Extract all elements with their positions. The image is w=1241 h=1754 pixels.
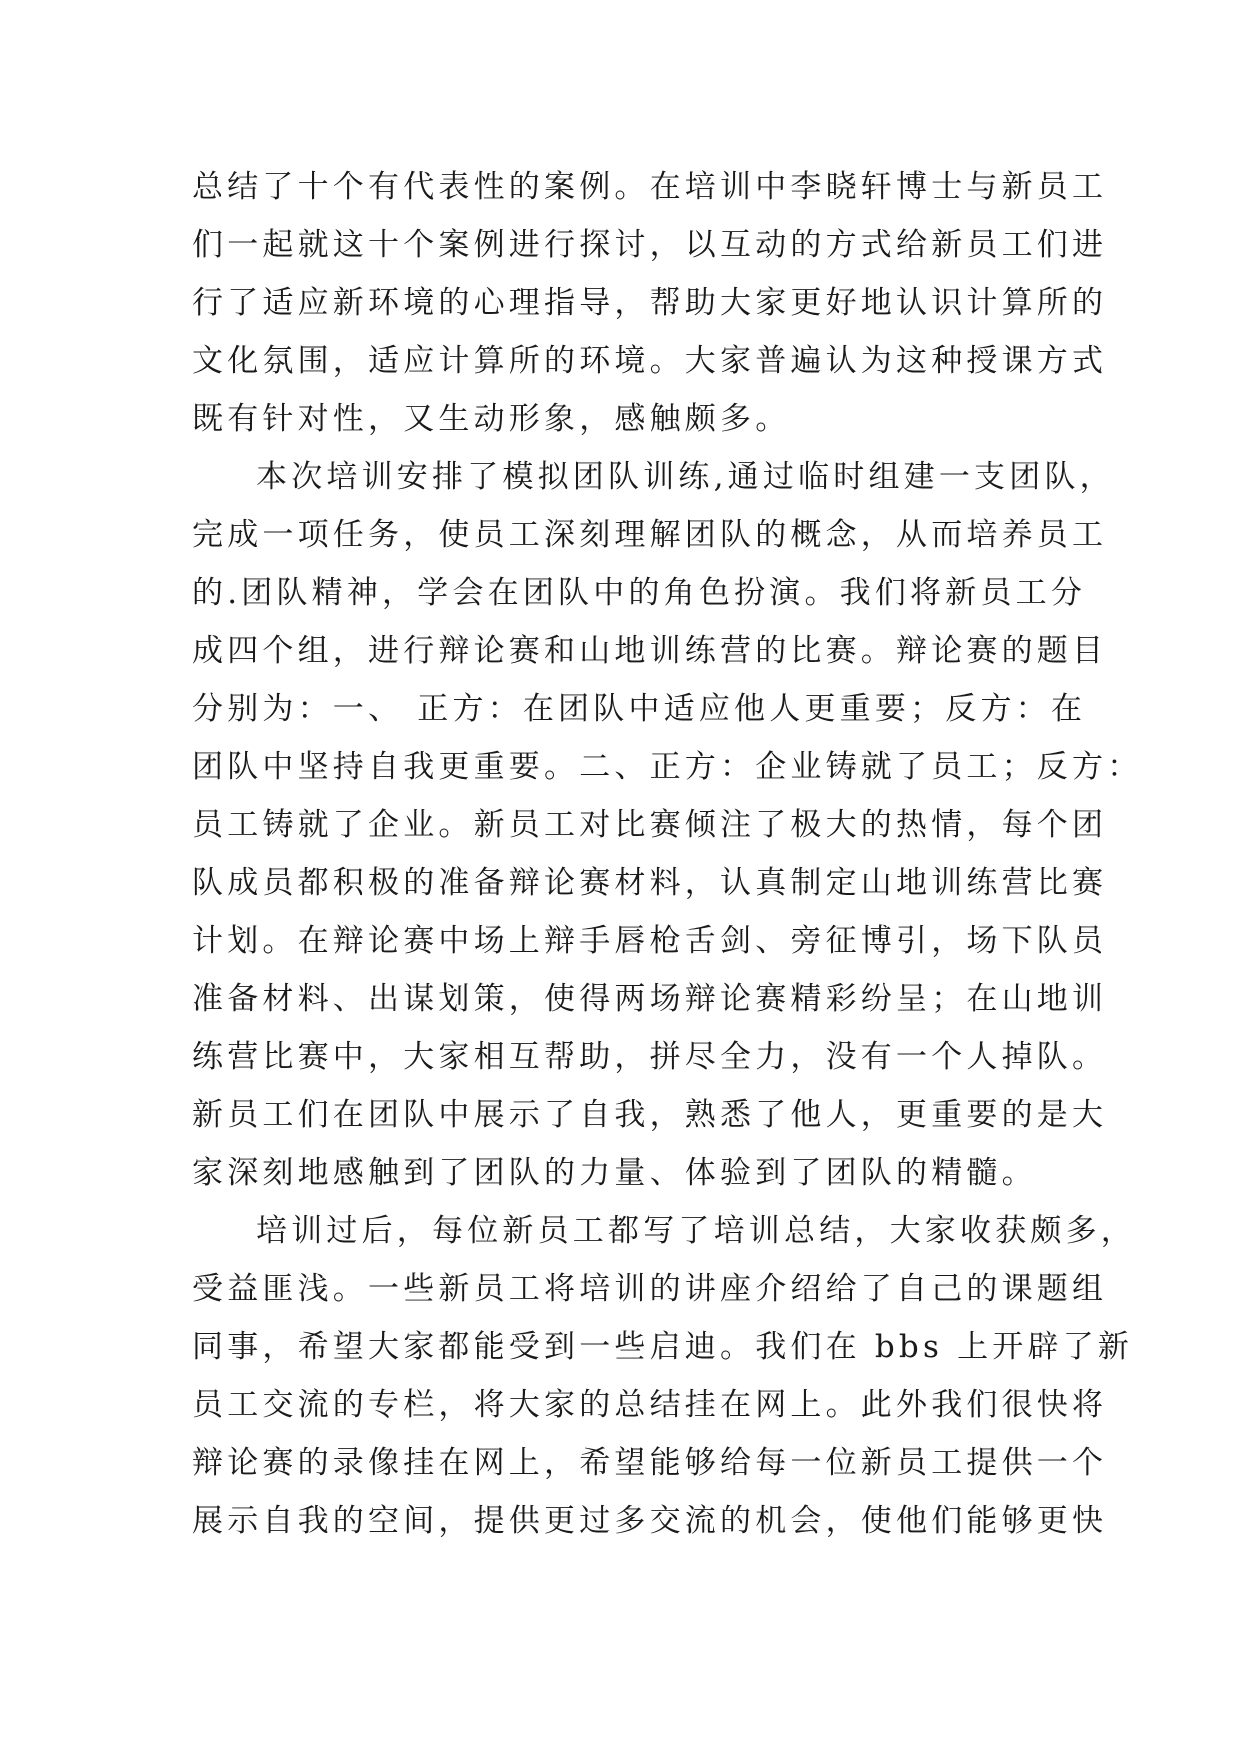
text-line: 准备材料、出谋划策，使得两场辩论赛精彩纷呈；在山地训	[192, 981, 1108, 1017]
text-line: 文化氛围，适应计算所的环境。大家普遍认为这种授课方式	[192, 343, 1108, 379]
text-line: 员工交流的专栏，将大家的总结挂在网上。此外我们很快将	[192, 1387, 1108, 1423]
text-line: 们一起就这十个案例进行探讨，以互动的方式给新员工们进	[192, 227, 1108, 263]
text-line: 本次培训安排了模拟团队训练,通过临时组建一支团队，	[256, 459, 1115, 495]
paragraph-2	[192, 448, 1143, 1202]
text-line: 的.团队精神，学会在团队中的角色扮演。我们将新员工分	[192, 575, 1087, 611]
text-line: 成四个组，进行辩论赛和山地训练营的比赛。辩论赛的题目	[192, 633, 1108, 669]
text-line: 辩论赛的录像挂在网上，希望能够给每一位新员工提供一个	[192, 1445, 1108, 1481]
text-line: 展示自我的空间，提供更过多交流的机会，使他们能够更快	[192, 1503, 1108, 1539]
text-line: 受益匪浅。一些新员工将培训的讲座介绍给了自己的课题组	[192, 1271, 1108, 1307]
text-line: 团队中坚持自我更重要。二、正方：企业铸就了员工；反方：	[192, 749, 1143, 785]
text-line: 队成员都积极的准备辩论赛材料，认真制定山地训练营比赛	[192, 865, 1108, 901]
text-line: 行了适应新环境的心理指导，帮助大家更好地认识计算所的	[192, 285, 1108, 321]
text-line: 家深刻地感触到了团队的力量、体验到了团队的精髓。	[192, 1155, 1037, 1191]
text-line: 分别为：一、 正方：在团队中适应他人更重要；反方：在	[192, 691, 1087, 727]
paragraph-1	[192, 158, 1108, 448]
text-line: 总结了十个有代表性的案例。在培训中李晓轩博士与新员工	[192, 169, 1108, 205]
text-line: 员工铸就了企业。新员工对比赛倾注了极大的热情，每个团	[192, 807, 1108, 843]
text-line: 计划。在辩论赛中场上辩手唇枪舌剑、旁征博引，场下队员	[192, 923, 1108, 959]
text-line: 新员工们在团队中展示了自我，熟悉了他人，更重要的是大	[192, 1097, 1108, 1133]
text-line: 培训过后，每位新员工都写了培训总结，大家收获颇多，	[256, 1213, 1136, 1249]
text-line: 完成一项任务，使员工深刻理解团队的概念，从而培养员工	[192, 517, 1108, 553]
document-body	[192, 158, 1143, 1550]
text-line: 同事，希望大家都能受到一些启迪。我们在 bbs 上开辟了新	[192, 1329, 1134, 1365]
text-line: 练营比赛中，大家相互帮助，拼尽全力，没有一个人掉队。	[192, 1039, 1108, 1075]
text-line: 既有针对性，又生动形象，感触颇多。	[192, 401, 791, 437]
paragraph-3	[192, 1202, 1136, 1550]
